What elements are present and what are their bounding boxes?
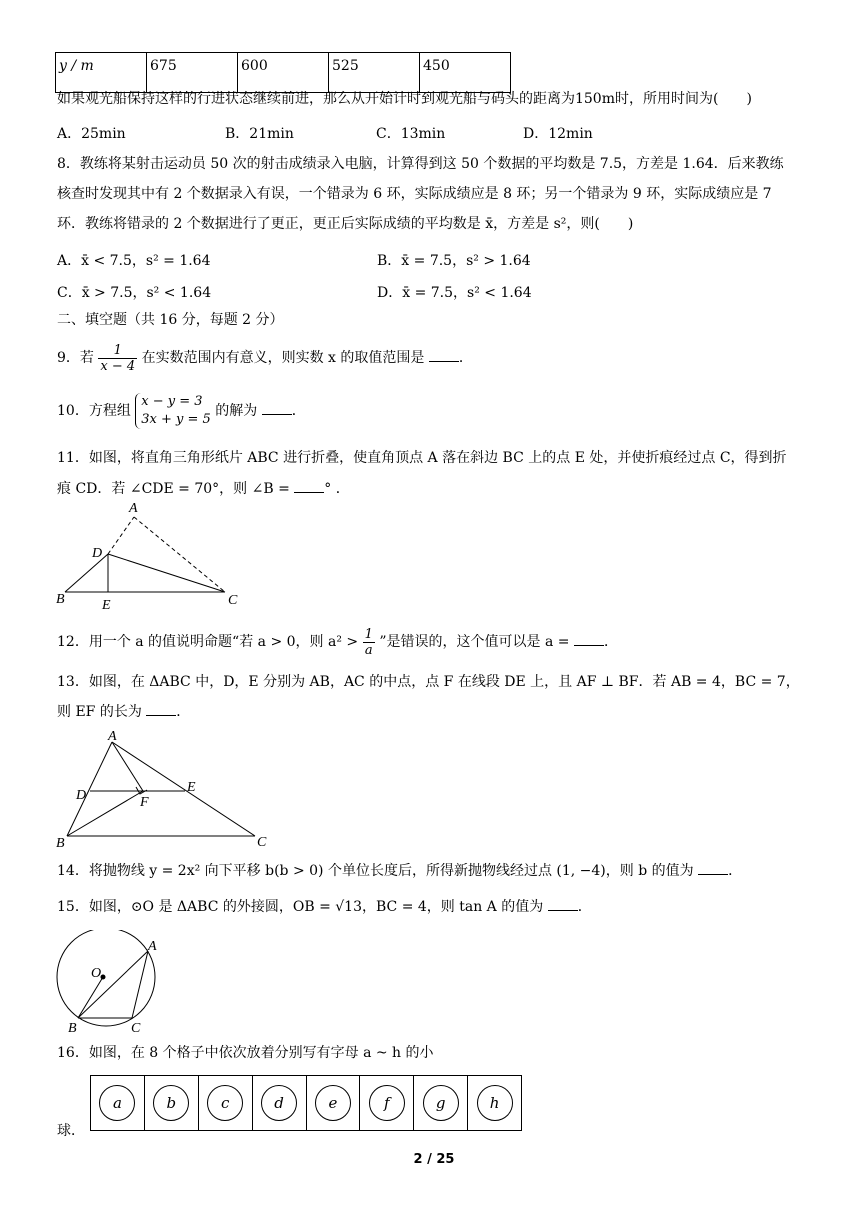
grid-cell <box>199 1076 253 1130</box>
answer-blank <box>574 633 604 646</box>
grid-cell <box>360 1076 414 1130</box>
q14-wrap <box>57 862 742 880</box>
label-a: A <box>129 501 138 516</box>
ball: f <box>369 1085 405 1121</box>
label-f: F <box>140 795 149 810</box>
label-c: C <box>257 835 267 850</box>
answer-blank <box>294 480 324 493</box>
q12-text: ”是错误的，这个值可以是 a = <box>379 634 570 650</box>
table-row <box>56 53 511 93</box>
q9-prefix: 9．若 <box>57 350 94 366</box>
ball: b <box>153 1085 189 1121</box>
label-c: C <box>228 593 238 608</box>
label-d: D <box>92 546 103 561</box>
page-number: 2 / 25 <box>413 1152 455 1167</box>
label-c: C <box>131 1021 141 1036</box>
section-heading: 二、填空题（共 16 分，每题 2 分） <box>57 312 284 328</box>
equation-2: 3x + y = 5 <box>141 412 211 427</box>
q10-text: 的解为 <box>215 403 258 419</box>
q13-line-2: 则 EF 的长为 <box>57 704 142 720</box>
q11-line-2: 痕 CD．若 ∠CDE = 70°，则 ∠B = <box>57 481 290 497</box>
q14-end: ． <box>728 863 743 879</box>
answer-blank <box>698 862 728 875</box>
label-a: A <box>108 729 117 744</box>
q9-numerator: 1 <box>98 343 137 359</box>
label-d: D <box>76 788 87 803</box>
q15-end: ． <box>577 899 592 915</box>
label-b: B <box>56 592 65 607</box>
q11-figure <box>50 500 250 615</box>
equation-system <box>135 393 211 429</box>
q12-end: ． <box>603 634 618 650</box>
q15-wrap <box>57 898 592 916</box>
q7-option-b: B．21min <box>225 126 294 142</box>
grid-cell <box>253 1076 307 1130</box>
q8-option-a: A．x̄ < 7.5，s² = 1.64 <box>57 253 211 269</box>
table-cell: y / m <box>56 53 147 93</box>
q7-stem: 如果观光船保持这样的行进状态继续前进，那么从开始计时到观光船与码头的距离为150m时，所用时间为( ) <box>57 91 752 107</box>
q11-line-1: 11．如图，将直角三角形纸片 ABC 进行折叠，使直角顶点 A 落在斜边 BC 上的点 E 处，并使折痕经过点 C，得到折 <box>57 450 787 466</box>
answer-blank <box>262 402 292 415</box>
q8-line-2: 核查时发现其中有 2 个数据录入有误，一个错录为 6 环，实际成绩应是 8 环；另一个错录为 9 环，实际成绩应是 7 <box>57 186 772 202</box>
q13-end: ． <box>176 704 191 720</box>
ball: d <box>261 1085 297 1121</box>
q8-line-1: 8．教练将某射击运动员 50 次的射击成绩录入电脑，计算得到这 50 个数据的平均数是 7.5，方差是 1.64．后来教练 <box>57 156 784 172</box>
q8-option-d: D．x̄ = 7.5，s² < 1.64 <box>377 285 532 301</box>
label-b: B <box>68 1021 77 1036</box>
q8-option-b: B．x̄ = 7.5，s² > 1.64 <box>377 253 531 269</box>
q16-line-2: 球． <box>57 1123 85 1139</box>
label-e: E <box>102 598 111 613</box>
answer-blank <box>146 703 176 716</box>
q12-fraction <box>363 627 375 658</box>
q9-text: 在实数范围内有意义，则实数 x 的取值范围是 <box>141 350 425 366</box>
ball-grid <box>90 1075 522 1131</box>
q15-text: 15．如图，⊙O 是 ΔABC 的外接圆，OB = √13，BC = 4，则 tan A 的值为 <box>57 899 544 915</box>
grid-cell <box>91 1076 145 1130</box>
q11-line-2-wrap <box>57 480 350 498</box>
table-cell: 450 <box>420 53 511 93</box>
q12-numerator: 1 <box>364 626 373 642</box>
q9-denominator: x − 4 <box>100 358 136 374</box>
grid-cell <box>145 1076 199 1130</box>
ball: a <box>99 1085 135 1121</box>
q9-fraction <box>98 343 137 374</box>
ball: g <box>423 1085 459 1121</box>
answer-blank <box>548 898 578 911</box>
ball: c <box>207 1085 243 1121</box>
q7-option-a: A．25min <box>57 126 126 142</box>
data-table <box>55 52 511 93</box>
q13-line-2-wrap <box>57 703 190 721</box>
table-cell: 675 <box>147 53 238 93</box>
q13-line-1: 13．如图，在 ΔABC 中，D，E 分别为 AB，AC 的中点，点 F 在线段 DE 上，且 AF ⊥ BF．若 AB = 4，BC = 7， <box>57 674 800 690</box>
q16-line-1: 16．如图，在 8 个格子中依次放着分别写有字母 a ~ h 的小 <box>57 1045 434 1061</box>
grid-cell <box>468 1076 521 1130</box>
q13-figure <box>50 726 280 851</box>
q12-prefix: 12．用一个 a 的值说明命题“若 a > 0，则 a² > <box>57 634 359 650</box>
q7-option-c: C．13min <box>376 126 446 142</box>
q10-end: ． <box>291 403 306 419</box>
label-a: A <box>148 939 157 954</box>
ball: e <box>315 1085 351 1121</box>
label-e: E <box>187 780 196 795</box>
q8-line-3: 环．教练将错录的 2 个数据进行了更正，更正后实际成绩的平均数是 x̄，方差是 s²，则( ) <box>57 216 634 232</box>
label-o: O <box>91 966 102 981</box>
q9-end: ． <box>458 350 473 366</box>
q12 <box>57 624 618 660</box>
grid-cell <box>414 1076 468 1130</box>
answer-blank <box>429 349 459 362</box>
q11-end: ° ． <box>324 481 350 497</box>
label-b: B <box>56 836 65 851</box>
table-cell: 525 <box>329 53 420 93</box>
ball: h <box>477 1085 513 1121</box>
q14-text: 14．将抛物线 y = 2x² 向下平移 b(b > 0) 个单位长度后，所得新抛物线经过点 (1, −4)，则 b 的值为 <box>57 863 694 879</box>
q9 <box>57 340 473 376</box>
q10 <box>57 390 306 432</box>
q12-denominator: a <box>364 642 373 658</box>
q10-prefix: 10．方程组 <box>57 403 131 419</box>
equation-1: x − y = 3 <box>141 394 203 409</box>
table-cell: 600 <box>238 53 329 93</box>
q7-option-d: D．12min <box>523 126 593 142</box>
q15-figure <box>50 930 175 1038</box>
grid-cell <box>307 1076 361 1130</box>
q8-option-c: C．x̄ > 7.5，s² < 1.64 <box>57 285 212 301</box>
